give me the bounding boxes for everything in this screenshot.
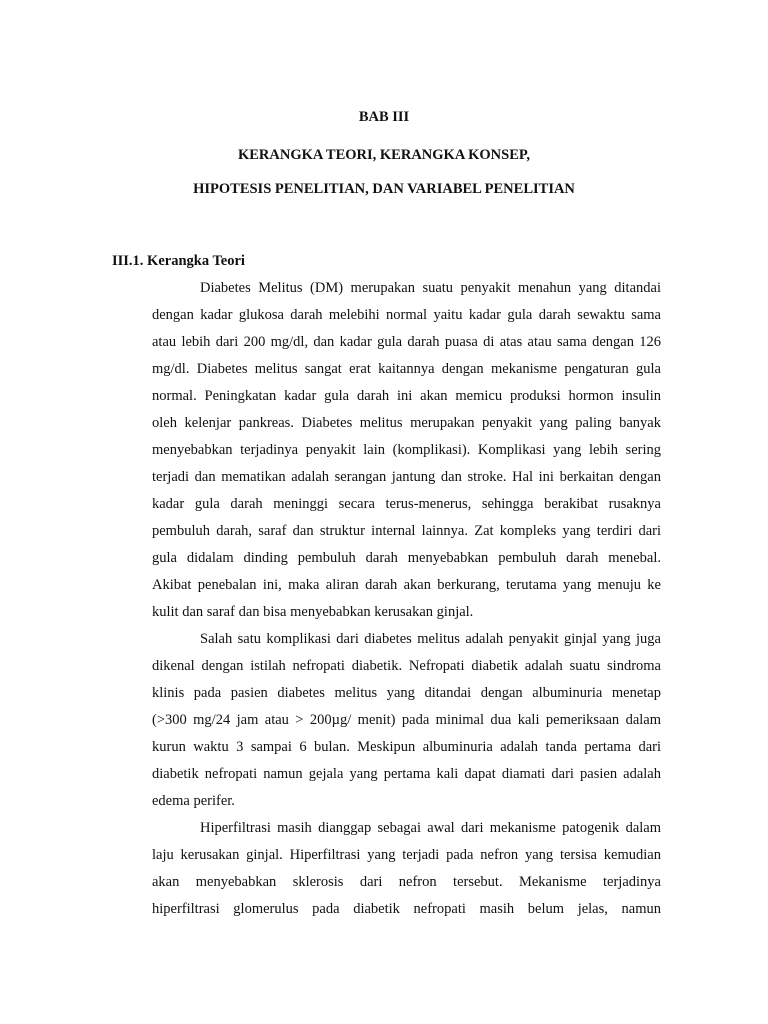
paragraph-2-line: kurun waktu 3 sampai 6 bulan. Meskipun albuminuria adalah tanda pertama dari xyxy=(152,739,661,755)
chapter-subtitle-line-1: KERANGKA TEORI, KERANGKA KONSEP, xyxy=(237,147,531,163)
chapter-title: BAB III xyxy=(358,109,410,125)
paragraph-1-line: Diabetes Melitus (DM) merupakan suatu penyakit menahun yang ditandai xyxy=(200,280,661,296)
paragraph-2-line: edema perifer. xyxy=(152,793,235,809)
paragraph-3-line: akan menyebabkan sklerosis dari nefron tersebut. Mekanisme terjadinya xyxy=(152,874,661,890)
paragraph-1-line: oleh kelenjar pankreas. Diabetes melitus merupakan penyakit yang paling banyak xyxy=(152,415,661,431)
paragraph-1-line: Akibat penebalan ini, maka aliran darah akan berkurang, terutama yang menuju ke xyxy=(152,577,661,593)
paragraph-1-line: dengan kadar glukosa darah melebihi normal yaitu kadar gula darah sewaktu sama xyxy=(152,307,661,323)
paragraph-1-line: terjadi dan mematikan adalah serangan jantung dan stroke. Hal ini berkaitan dengan xyxy=(152,469,661,485)
paragraph-1-line: pembuluh darah, saraf dan struktur internal lainnya. Zat kompleks yang terdiri dari xyxy=(152,523,661,539)
paragraph-2-line: diabetik nefropati namun gejala yang pertama kali dapat diamati dari pasien adalah xyxy=(152,766,661,782)
paragraph-1-line: atau lebih dari 200 mg/dl, dan kadar gula darah puasa di atas atau sama dengan 126 xyxy=(152,334,661,350)
paragraph-3-line: laju kerusakan ginjal. Hiperfiltrasi yang terjadi pada nefron yang tersisa kemudian xyxy=(152,847,661,863)
paragraph-3-line: Hiperfiltrasi masih dianggap sebagai awal dari mekanisme patogenik dalam xyxy=(200,820,661,836)
paragraph-1-line: kadar gula darah meninggi secara terus-menerus, sehingga berakibat rusaknya xyxy=(152,496,661,512)
paragraph-1-line: mg/dl. Diabetes melitus sangat erat kaitannya dengan mekanisme pengaturan gula xyxy=(152,361,661,377)
paragraph-1-line: normal. Peningkatan kadar gula darah ini akan memicu produksi hormon insulin xyxy=(152,388,661,404)
paragraph-2-line: Salah satu komplikasi dari diabetes melitus adalah penyakit ginjal yang juga xyxy=(200,631,661,647)
chapter-subtitle-line-2: HIPOTESIS PENELITIAN, DAN VARIABEL PENELITIAN xyxy=(193,181,575,197)
paragraph-1-line: menyebabkan terjadinya penyakit lain (komplikasi). Komplikasi yang lebih sering xyxy=(152,442,661,458)
paragraph-1-line: kulit dan saraf dan bisa menyebabkan kerusakan ginjal. xyxy=(152,604,474,620)
paragraph-2-line: dikenal dengan istilah nefropati diabetik. Nefropati diabetik adalah suatu sindroma xyxy=(152,658,661,674)
paragraph-2-line: klinis pada pasien diabetes melitus yang ditandai dengan albuminuria menetap xyxy=(152,685,661,701)
section-heading: III.1. Kerangka Teori xyxy=(112,253,245,269)
paragraph-3-line: hiperfiltrasi glomerulus pada diabetik nefropati masih belum jelas, namun xyxy=(152,901,661,917)
paragraph-1-line: gula didalam dinding pembuluh darah menyebabkan pembuluh darah menebal. xyxy=(152,550,661,566)
paragraph-2-line: (>300 mg/24 jam atau > 200µg/ menit) pada minimal dua kali pemeriksaan dalam xyxy=(152,712,661,728)
